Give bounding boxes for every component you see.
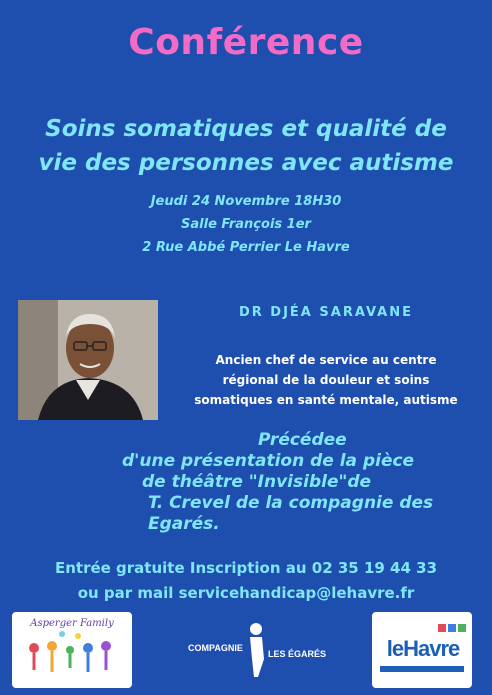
subtitle-line-1: Soins somatiques et qualité de [45, 116, 447, 142]
egares-logo-right-text: LES ÉGARÉS [268, 649, 327, 659]
preceded-line-5: Egarés. [148, 514, 220, 534]
registration-info [0, 556, 492, 606]
asperger-family-logo [12, 612, 132, 688]
conference-subtitle [10, 112, 482, 180]
preceded-line-4: T. Crevel de la compagnie des [148, 493, 434, 513]
preceded-line-2: d'une présentation de la pièce [122, 451, 415, 471]
speaker-bio-line-3: somatiques en santé mentale, autisme [194, 393, 458, 407]
les-egares-logo [178, 615, 328, 685]
registration-phone: Entrée gratuite Inscription au 02 35 19 44 33 [54, 559, 438, 577]
event-address: 2 Rue Abbé Perrier Le Havre [142, 240, 350, 255]
event-room: Salle François 1er [181, 217, 311, 232]
preceded-by-section [122, 430, 492, 535]
speaker-bio-line-2: régional de la douleur et soins [222, 373, 430, 387]
family-figures-icon [12, 612, 132, 688]
subtitle-line-2: vie des personnes avec autisme [38, 150, 454, 176]
event-details [0, 190, 492, 259]
asperger-family-logo-text: Asperger Family [30, 618, 114, 629]
speaker-bio-line-1: Ancien chef de service au centre [215, 353, 437, 367]
registration-email: ou par mail servicehandicap@lehavre.fr [77, 584, 415, 602]
speaker-photo-illustration [18, 300, 158, 420]
egares-logo-left-text: COMPAGNIE [188, 643, 243, 653]
preceded-line-1: Précédee [258, 430, 347, 450]
preceded-line-3: de théâtre "Invisible"de [142, 472, 372, 492]
speaker-name: DR DJÉA SARAVANE [238, 305, 414, 320]
speaker-photo [18, 300, 158, 420]
le-havre-logo-text: leHavre [386, 636, 460, 661]
poster-title: Conférence [128, 22, 364, 63]
speaker-bio [160, 350, 492, 410]
le-havre-logo [372, 612, 472, 688]
event-date: Jeudi 24 Novembre 18H30 [150, 194, 342, 209]
